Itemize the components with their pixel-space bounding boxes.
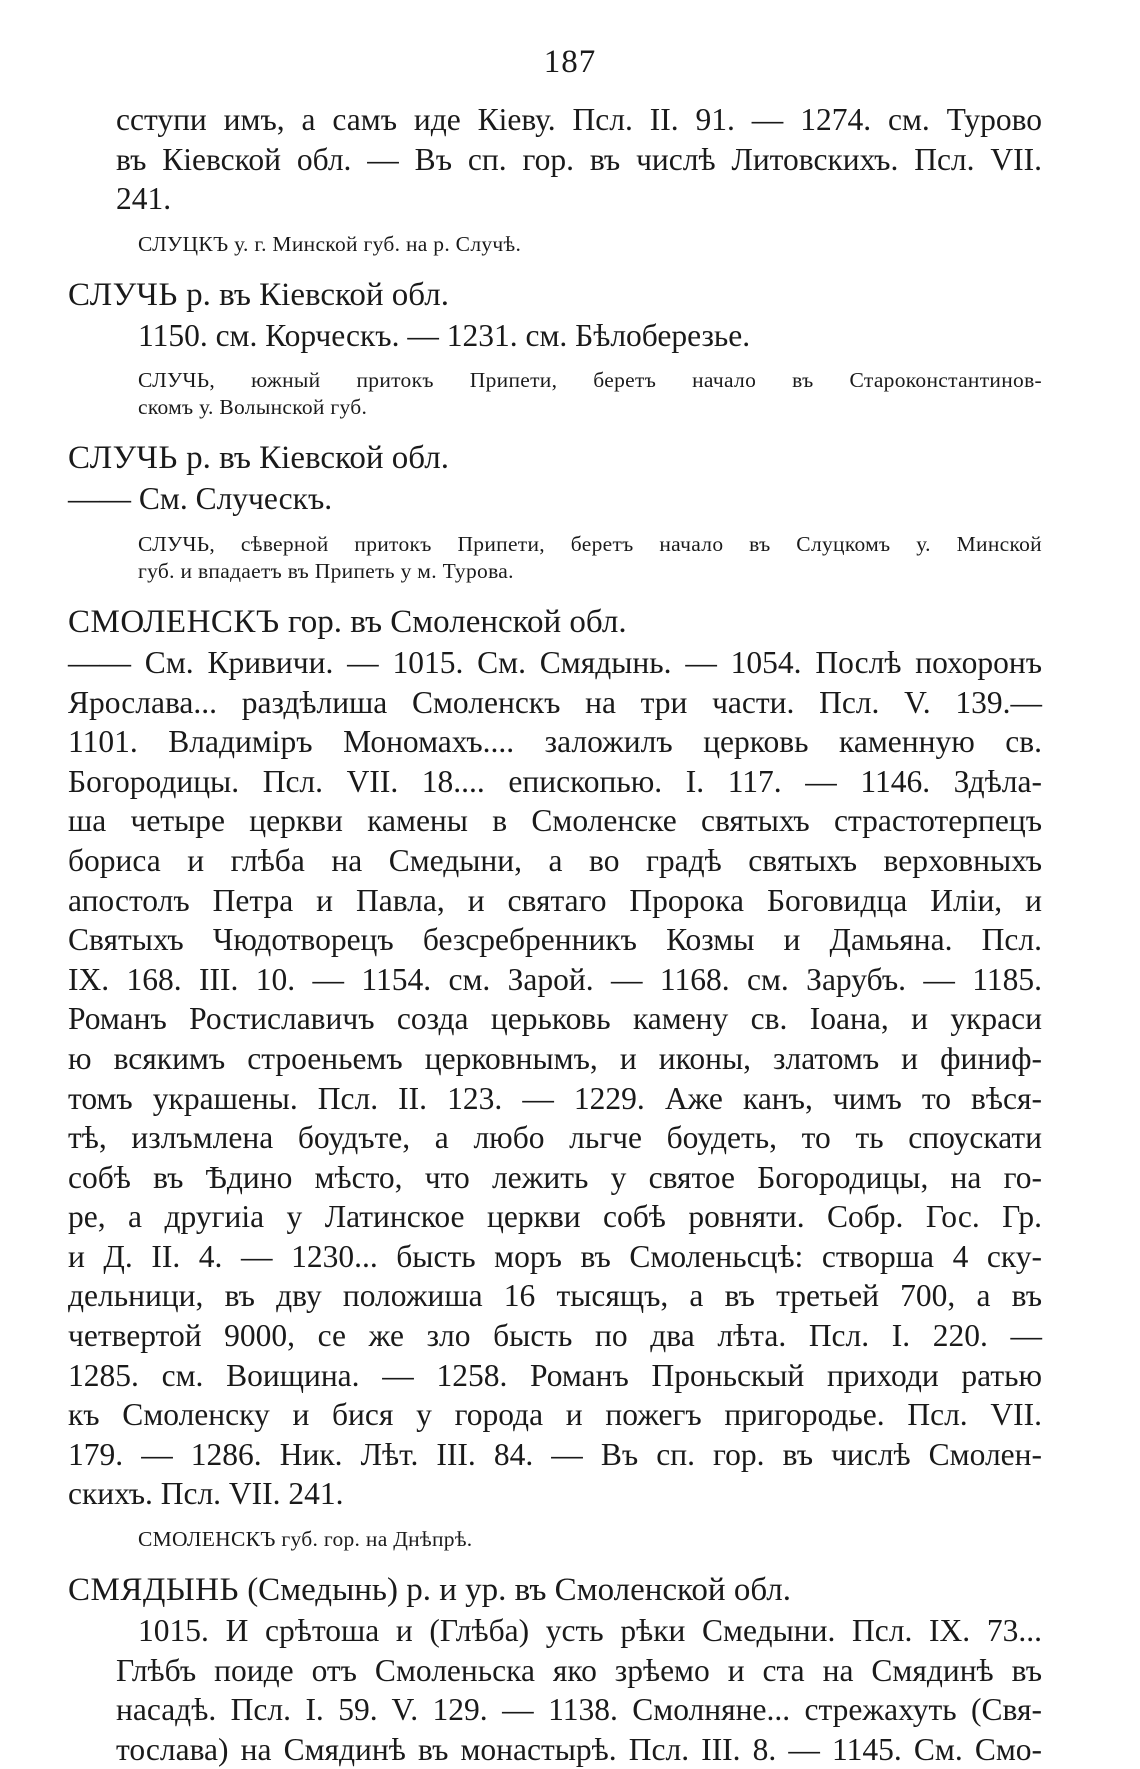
- entry-sluch-1: [68, 274, 1042, 316]
- text-line: въ Кіевской обл. — Въ сп. гор. въ числѣ Литовскихъ. Псл. VII.: [116, 141, 1042, 177]
- text-line: 241.: [116, 181, 172, 217]
- text-line: 1285. см. Воищина. — 1258. Романъ Проньскый приходи ратью: [68, 1357, 1042, 1393]
- page-number: 187: [543, 44, 597, 80]
- text-line: 1101. Владиміръ Мономахъ.... заложилъ церковь каменную св.: [68, 724, 1042, 760]
- text-line: апостолъ Петра и Павла, и святаго Пророка Боговидца Иліи, и: [68, 882, 1042, 918]
- entry-headword: СМЯДЫНЬ: [68, 1572, 239, 1609]
- footnote-sluch-south: [116, 367, 1042, 421]
- note-line: скомъ у. Волынской губ.: [138, 395, 368, 420]
- entry-headword: СМОЛЕНСКЪ: [68, 603, 280, 640]
- text-line: Святыхъ Чюдотворецъ безсребренникъ Козмы и Дамьяна. Псл.: [68, 922, 1042, 958]
- text-line: томъ украшены. Псл. II. 123. — 1229. Аже канъ, чимъ то вѣся-: [68, 1080, 1042, 1116]
- text-line: Богородицы. Псл. VII. 18.... епископью. I. 117. — 1146. Здѣла-: [68, 763, 1042, 799]
- entry-heading: [68, 437, 1042, 479]
- entry-heading-text: (Смедынь) р. и ур. въ Смоленской обл.: [247, 1572, 792, 1609]
- entry-headword: СЛУЧЬ: [68, 440, 178, 477]
- text-line: и Д. II. 4. — 1230... бысть моръ въ Смоленьсцѣ: створша 4 ску-: [68, 1238, 1042, 1274]
- text-line: дельници, въ дву положиша 16 тысящъ, а въ третьей 700, а въ: [68, 1278, 1042, 1314]
- note-line: губ. и впадаетъ въ Припеть у м. Турова.: [138, 558, 514, 583]
- entry-heading-text: р. въ Кіевской обл.: [186, 440, 449, 477]
- entry-sluch-2: [68, 437, 1042, 519]
- text-line: бориса и глѣба на Смедыни, а во градѣ святыхъ верховныхъ: [68, 842, 1042, 878]
- text-line: Романъ Ростиславичъ созда церьковь камену св. Іоана, и украси: [68, 1001, 1042, 1037]
- text-line: Глѣбъ поиде отъ Смоленьска яко зрѣемо и ста на Смядинѣ въ: [116, 1652, 1042, 1688]
- entry-heading-text: гор. въ Смоленской обл.: [287, 603, 627, 640]
- text-line: Ярослава... раздѣлиша Смоленскъ на три части. Псл. V. 139.—: [68, 684, 1042, 720]
- text-line: 179. — 1286. Ник. Лѣт. III. 84. — Въ сп. гор. въ числѣ Смолен-: [68, 1436, 1042, 1472]
- note-line: СЛУЧЬ, южный притокъ Припети, беретъ начало въ Староконстантинов-: [138, 368, 1042, 393]
- text-line: —— См. Случескъ.: [68, 481, 333, 517]
- entry-heading: [68, 601, 1042, 643]
- text-line: скихъ. Псл. VII. 241.: [68, 1476, 344, 1512]
- text-line: насадѣ. Псл. I. 59. V. 129. — 1138. Смолняне... стрежахуть (Свя-: [116, 1692, 1042, 1728]
- footnote-smolensk: [116, 1526, 1042, 1553]
- text-line: —— См. Кривичи. — 1015. См. Смядынь. — 1054. Послѣ похоронъ: [68, 644, 1042, 680]
- footnote-sluch-north: [116, 531, 1042, 585]
- text-line: ю всякимъ строеньемъ церковнымъ, и иконы, златомъ и финиф-: [68, 1040, 1042, 1076]
- note-line: СЛУЦКЪ у. г. Минской губ. на р. Случѣ.: [138, 231, 522, 256]
- text-column: [68, 100, 1042, 1769]
- continuation-paragraph: [116, 100, 1042, 219]
- text-line: ша четыре церкви камены в Смоленске святыхъ страстотерпецъ: [68, 803, 1042, 839]
- text-line: четвертой 9000, се же зло бысть по два лѣта. Псл. I. 220. —: [68, 1318, 1042, 1354]
- entry-headword: СЛУЧЬ: [68, 276, 178, 313]
- text-line: IX. 168. III. 10. — 1154. см. Зарой. — 1168. см. Зарубъ. — 1185.: [68, 961, 1042, 997]
- text-line: ре, а другиіа у Латинское церкви собѣ ровняти. Собр. Гос. Гр.: [68, 1199, 1042, 1235]
- note-line: СМОЛЕНСКЪ губ. гор. на Днѣпрѣ.: [138, 1527, 473, 1552]
- note-line: СЛУЧЬ, сѣверной притокъ Припети, беретъ начало въ Слуцкомъ у. Минской: [138, 531, 1042, 556]
- text-line: собѣ въ Ѣдино мѣсто, что лежить у святое Богородицы, на го-: [68, 1159, 1042, 1195]
- text-line: 1015. И срѣтоша и (Глѣба) усть рѣки Смедыни. Псл. IX. 73...: [138, 1613, 1042, 1649]
- footnote-slutsk: [116, 231, 1042, 258]
- entry-smyadyn: [68, 1569, 1042, 1611]
- text-line: 1150. см. Корческъ. — 1231. см. Бѣлоберезье.: [138, 317, 751, 353]
- entry-heading-text: р. въ Кіевской обл.: [186, 276, 449, 313]
- text-line: сступи имъ, а самъ иде Кіеву. Псл. II. 91. — 1274. см. Турово: [116, 102, 1042, 137]
- entry-smolensk: [68, 601, 1042, 1514]
- text-line: тѣ, излъмлена боудъте, а любо льгче боудеть, то ть споускати: [68, 1120, 1042, 1156]
- entry-heading: [68, 1569, 1042, 1611]
- entry-heading: [68, 274, 1042, 316]
- text-line: тослава) на Смядинѣ въ монастырѣ. Псл. III. 8. — 1145. См. Смо-: [116, 1731, 1042, 1767]
- text-line: къ Смоленску и бися у города и пожегъ пригородье. Псл. VII.: [68, 1397, 1042, 1433]
